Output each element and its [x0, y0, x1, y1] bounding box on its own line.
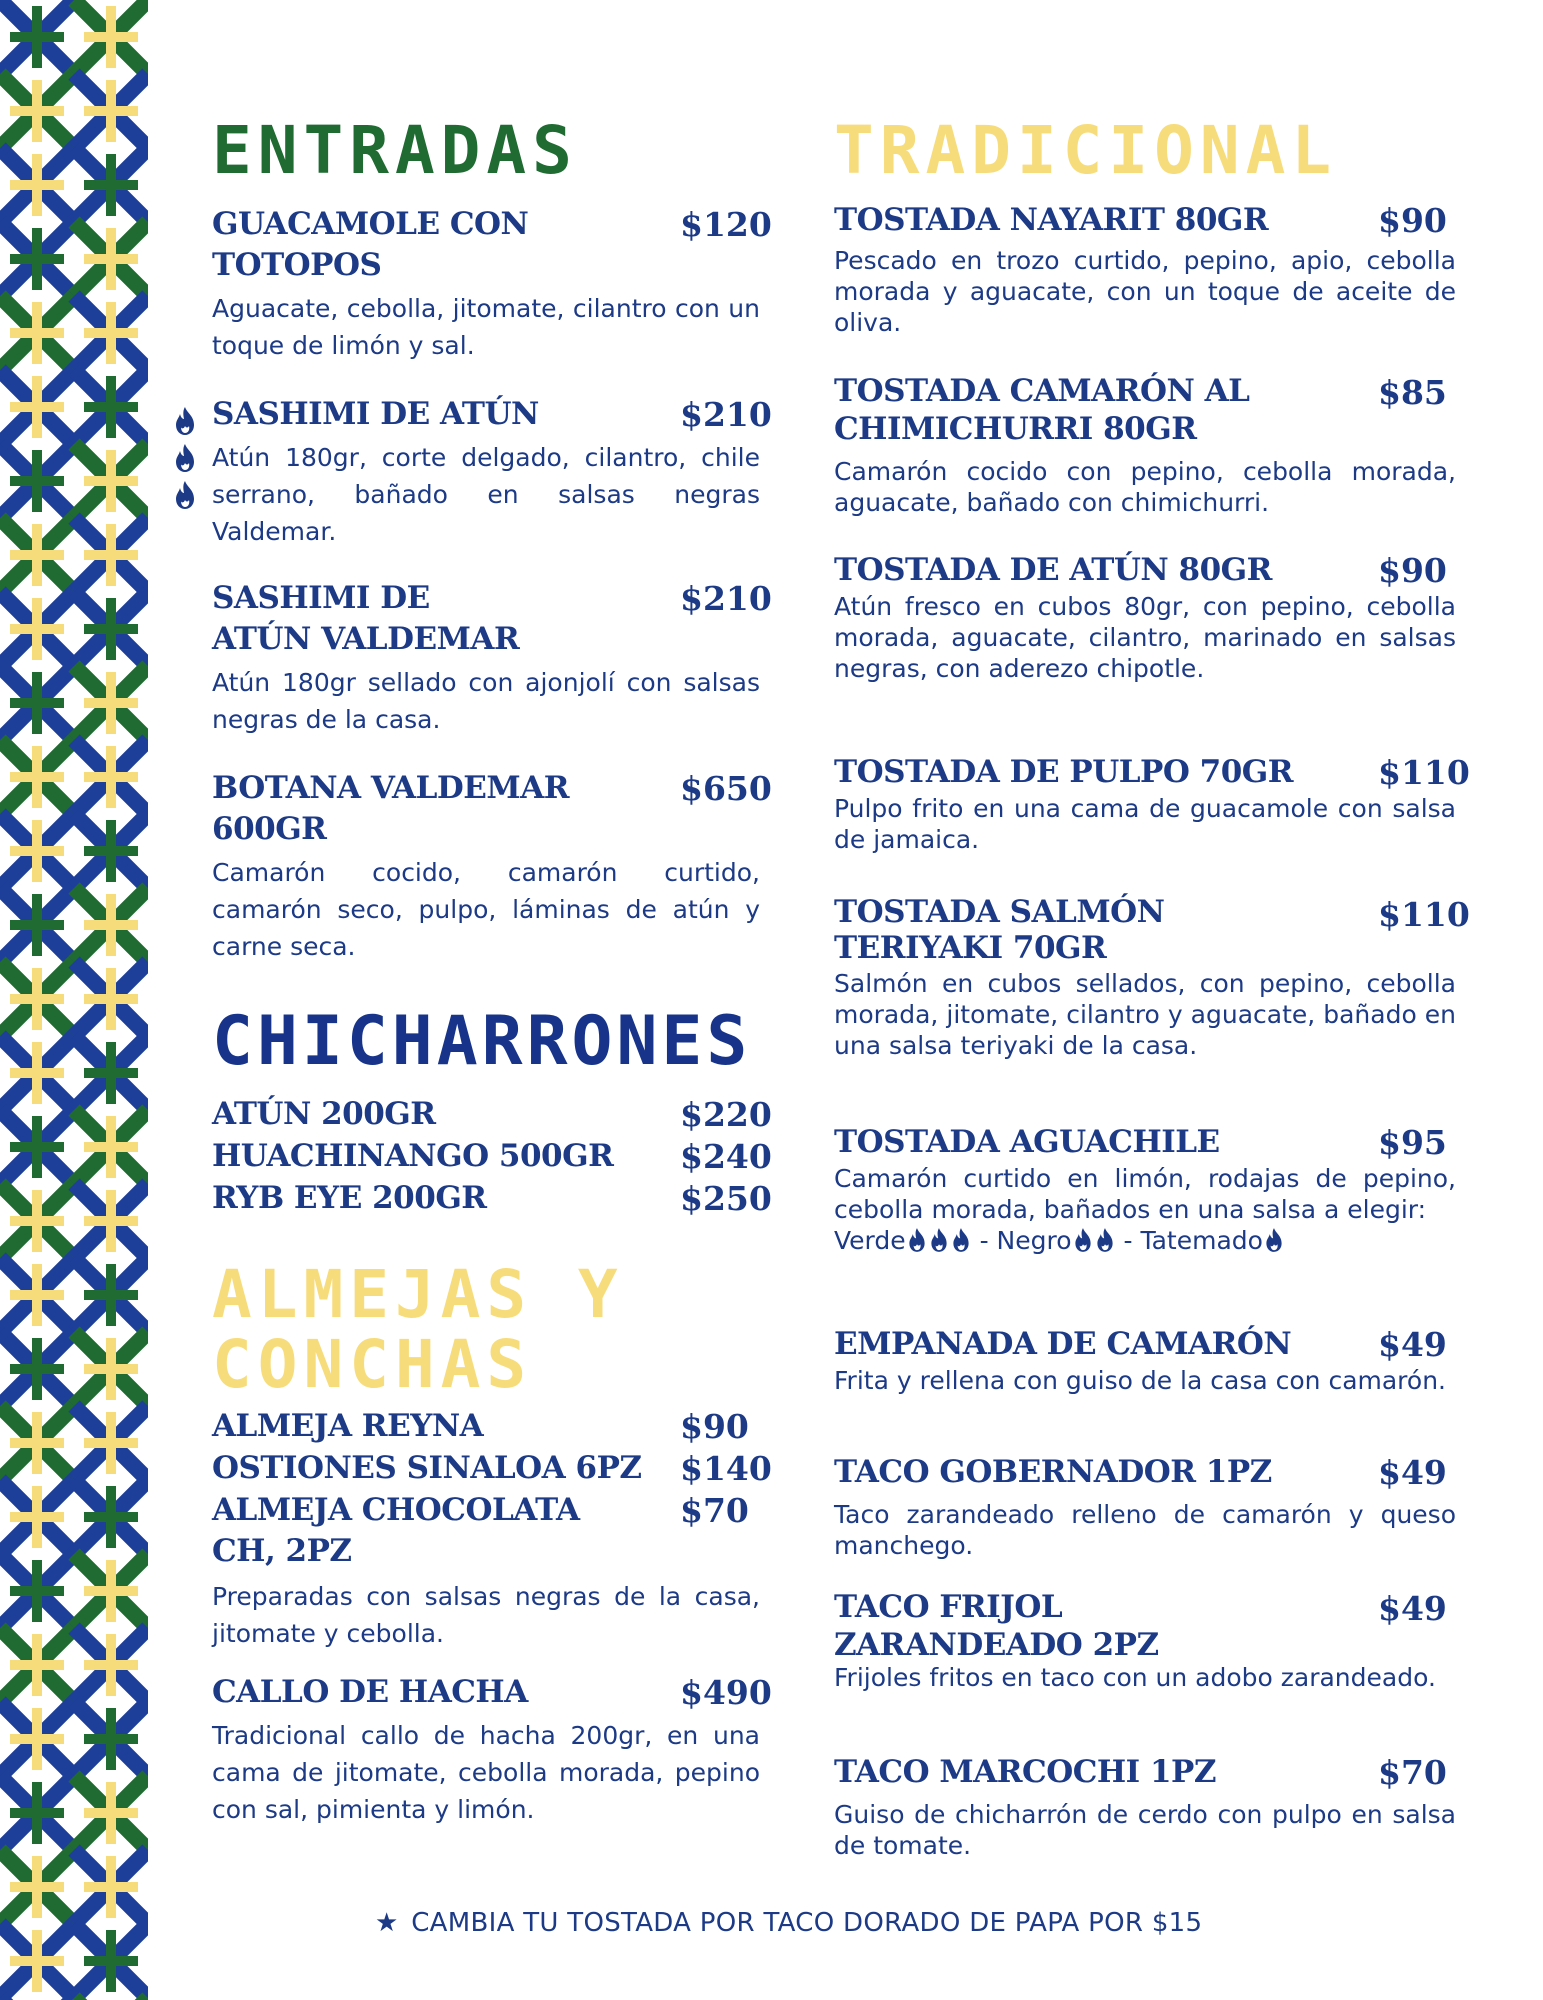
pattern-tile — [74, 666, 148, 740]
item-name: TOSTADA CAMARÓN AL CHIMICHURRI 80GR — [834, 373, 1250, 447]
pattern-tile — [0, 1776, 74, 1850]
pattern-tile — [74, 1850, 148, 1924]
pattern-tile — [0, 666, 74, 740]
item-description: Camarón cocido con pepino, cebolla morada, aguacate, bañado con chimichurri. — [834, 457, 1456, 517]
pattern-tile — [0, 962, 74, 1036]
item-price: $95 — [1378, 1123, 1447, 1162]
pattern-tile — [0, 518, 74, 592]
pattern-tile — [0, 1258, 74, 1332]
almejas-description: Preparadas con salsas negras de la casa, jitomate y cebolla. — [212, 1582, 760, 1648]
pattern-tile — [0, 1406, 74, 1480]
item-price: $140 — [680, 1449, 772, 1488]
pattern-tile — [74, 740, 148, 814]
menu-item-tostada-pulpo — [834, 752, 1470, 855]
menu-item-guacamole — [212, 204, 772, 364]
pattern-tile — [0, 1702, 74, 1776]
menu-item-empanada-camaron — [834, 1324, 1456, 1396]
almejas-list — [212, 1406, 772, 1652]
item-description: Salmón en cubos sellados, con pepino, cebolla morada, jitomate, cilantro y aguacate, bañado en una salsa teriyaki de la casa. — [834, 969, 1456, 1060]
item-description: Frita y rellena con guiso de la casa con camarón. — [834, 1366, 1446, 1395]
item-name: GUACAMOLE CON TOTOPOS — [212, 206, 529, 283]
item-description: Camarón curtido en limón, rodajas de pepino, cebolla morada, bañados en una salsa a elegir: — [834, 1164, 1456, 1224]
pattern-tile — [0, 148, 74, 222]
pattern-tile — [0, 370, 74, 444]
tile-pattern-graphic — [0, 0, 148, 2000]
menu-item-ostiones-sinaloa — [212, 1448, 772, 1490]
item-price: $49 — [1378, 1589, 1447, 1628]
menu-item-sashimi-atun — [212, 394, 772, 550]
pattern-tile — [74, 1702, 148, 1776]
pattern-tile — [74, 1184, 148, 1258]
menu-item-sashimi-valdemar — [212, 578, 772, 738]
pattern-tile — [74, 74, 148, 148]
pattern-tile — [74, 1406, 148, 1480]
menu-item-tostada-salmon-teriyaki — [834, 894, 1470, 1061]
pattern-tile — [74, 148, 148, 222]
pattern-tile — [74, 222, 148, 296]
item-name: SASHIMI DE ATÚN VALDEMAR — [212, 580, 520, 657]
item-name: TACO FRIJOL ZARANDEADO 2PZ — [834, 1589, 1159, 1663]
item-name: ALMEJA CHOCOLATA CH, 2PZ — [212, 1492, 580, 1569]
pattern-tile — [74, 296, 148, 370]
pattern-tile — [74, 814, 148, 888]
item-name: SASHIMI DE ATÚN — [212, 396, 539, 432]
flame-icon — [172, 406, 198, 436]
pattern-tile — [0, 296, 74, 370]
item-price: $49 — [1378, 1453, 1447, 1492]
item-name: TOSTADA SALMÓN TERIYAKI 70GR — [834, 894, 1165, 966]
flame-icon — [172, 480, 198, 510]
section-title-conchas: CONCHAS — [212, 1326, 533, 1403]
pattern-tile — [0, 740, 74, 814]
flame-icon — [172, 443, 198, 473]
pattern-tile — [0, 0, 74, 74]
item-name: TOSTADA DE ATÚN 80GR — [834, 552, 1272, 588]
menu-item-almeja-chocolata — [212, 1490, 760, 1572]
pattern-tile — [74, 1924, 148, 1998]
pattern-tile — [74, 1110, 148, 1184]
salsa-tatemado: - Tatemado — [1123, 1226, 1263, 1255]
section-title-tradicional: TRADICIONAL — [834, 112, 1338, 189]
star-icon: ★ — [375, 1908, 399, 1938]
item-description: Guiso de chicharrón de cerdo con pulpo en salsa de tomate. — [834, 1800, 1456, 1860]
item-name: TACO GOBERNADOR 1PZ — [834, 1454, 1272, 1490]
pattern-tile — [74, 1036, 148, 1110]
flame-icon — [950, 1227, 972, 1253]
item-description: Pulpo frito en una cama de guacamole con salsa de jamaica. — [834, 794, 1456, 854]
item-description: Tradicional callo de hacha 200gr, en una cama de jitomate, cebolla morada, pepino con sal, pimienta y limón. — [212, 1721, 760, 1824]
decorative-tile-pattern — [0, 0, 148, 2000]
salsa-verde: Verde — [834, 1226, 906, 1255]
pattern-tile — [0, 1850, 74, 1924]
item-price: $90 — [1378, 201, 1447, 240]
item-description: Taco zarandeado relleno de camarón y queso manchego. — [834, 1500, 1456, 1560]
menu-item-tostada-camaron-chimichurri — [834, 372, 1456, 518]
spicy-indicator — [172, 406, 202, 517]
pattern-tile — [0, 1628, 74, 1702]
pattern-tile — [0, 1480, 74, 1554]
pattern-tile — [0, 1924, 74, 1998]
item-price: $70 — [1378, 1753, 1447, 1792]
pattern-tile — [74, 1258, 148, 1332]
item-price: $120 — [680, 205, 772, 244]
pattern-tile — [0, 592, 74, 666]
menu-item-taco-marcochi — [834, 1752, 1456, 1861]
item-description: Frijoles fritos en taco con un adobo zarandeado. — [834, 1663, 1436, 1692]
item-name: TACO MARCOCHI 1PZ — [834, 1754, 1216, 1790]
item-name: RYB EYE 200GR — [212, 1180, 487, 1216]
pattern-tile — [74, 518, 148, 592]
pattern-tile — [74, 1628, 148, 1702]
item-price: $90 — [1378, 551, 1447, 590]
menu-item-huachinango — [212, 1136, 772, 1178]
pattern-tile — [74, 1776, 148, 1850]
menu-item-tostada-atun — [834, 550, 1456, 684]
pattern-tile — [0, 888, 74, 962]
item-price: $240 — [680, 1137, 772, 1176]
pattern-tile — [0, 1332, 74, 1406]
menu-item-tostada-nayarit — [834, 200, 1456, 338]
pattern-tile — [74, 1480, 148, 1554]
item-price: $210 — [680, 395, 772, 434]
pattern-tile — [74, 962, 148, 1036]
item-name: ALMEJA REYNA — [212, 1408, 484, 1444]
item-price: $70 — [680, 1491, 749, 1530]
menu-item-tostada-aguachile — [834, 1122, 1456, 1256]
section-title-almejas: ALMEJAS Y — [212, 1256, 624, 1333]
item-price: $110 — [1378, 753, 1470, 792]
item-price: $110 — [1378, 895, 1470, 934]
pattern-tile — [0, 222, 74, 296]
pattern-tile — [0, 444, 74, 518]
pattern-tile — [0, 1036, 74, 1110]
item-price: $210 — [680, 579, 772, 618]
item-name: TOSTADA AGUACHILE — [834, 1124, 1220, 1160]
item-description: Camarón cocido, camarón curtido, camarón seco, pulpo, láminas de atún y carne seca. — [212, 858, 760, 961]
item-name: EMPANADA DE CAMARÓN — [834, 1326, 1292, 1362]
item-price: $85 — [1378, 373, 1447, 412]
item-price: $220 — [680, 1095, 772, 1134]
flame-icon — [928, 1227, 950, 1253]
item-name: HUACHINANGO 500GR — [212, 1138, 614, 1174]
pattern-tile — [0, 74, 74, 148]
pattern-tile — [74, 0, 148, 74]
chicharrones-list — [212, 1094, 772, 1220]
section-title-chicharrones: CHICHARRONES — [212, 1002, 752, 1081]
menu-item-ryb-eye — [212, 1178, 772, 1220]
item-price: $650 — [680, 769, 772, 808]
pattern-tile — [0, 1110, 74, 1184]
menu-item-taco-frijol-zarandeado — [834, 1588, 1456, 1693]
pattern-tile — [74, 370, 148, 444]
item-description: Pescado en trozo curtido, pepino, apio, cebolla morada y aguacate, con un toque de aceite de oliva. — [834, 246, 1456, 337]
item-description: Atún 180gr, corte delgado, cilantro, chile serrano, bañado en salsas negras Valdemar. — [212, 443, 760, 546]
item-name: CALLO DE HACHA — [212, 1674, 528, 1710]
salsa-negro: - Negro — [979, 1226, 1072, 1255]
item-description: Atún fresco en cubos 80gr, con pepino, cebolla morada, aguacate, cilantro, marinado en salsas negras, con aderezo chipotle. — [834, 592, 1456, 683]
item-price: $49 — [1378, 1325, 1447, 1364]
item-name: BOTANA VALDEMAR 600GR — [212, 770, 570, 847]
section-title-entradas: ENTRADAS — [212, 112, 578, 189]
item-price: $490 — [680, 1673, 772, 1712]
item-price: $90 — [680, 1407, 749, 1446]
salsa-options — [834, 1225, 1456, 1256]
pattern-tile — [74, 1332, 148, 1406]
item-name: ATÚN 200GR — [212, 1096, 436, 1132]
pattern-tile — [74, 444, 148, 518]
item-price: $250 — [680, 1179, 772, 1218]
footer-note — [375, 1908, 1215, 1938]
menu-item-callo-de-hacha — [212, 1672, 772, 1828]
menu-item-almeja-reyna — [212, 1406, 760, 1448]
flame-icon — [1263, 1227, 1285, 1253]
pattern-tile — [74, 888, 148, 962]
pattern-tile — [0, 1184, 74, 1258]
item-description: Atún 180gr sellado con ajonjolí con salsas negras de la casa. — [212, 668, 760, 734]
pattern-tile — [74, 1554, 148, 1628]
pattern-tile — [0, 1554, 74, 1628]
item-name: TOSTADA NAYARIT 80GR — [834, 202, 1269, 238]
item-name: TOSTADA DE PULPO 70GR — [834, 754, 1294, 790]
menu-item-atun-200gr — [212, 1094, 772, 1136]
pattern-tile — [0, 814, 74, 888]
flame-icon — [906, 1227, 928, 1253]
menu-item-botana-valdemar — [212, 768, 772, 965]
pattern-tile — [74, 592, 148, 666]
menu-item-taco-gobernador — [834, 1452, 1456, 1561]
flame-icon — [1072, 1227, 1094, 1253]
item-name: OSTIONES SINALOA 6PZ — [212, 1450, 642, 1486]
flame-icon — [1094, 1227, 1116, 1253]
footer-text: CAMBIA TU TOSTADA POR TACO DORADO DE PAPA POR $15 — [411, 1908, 1203, 1938]
item-description: Aguacate, cebolla, jitomate, cilantro con un toque de limón y sal. — [212, 294, 760, 360]
